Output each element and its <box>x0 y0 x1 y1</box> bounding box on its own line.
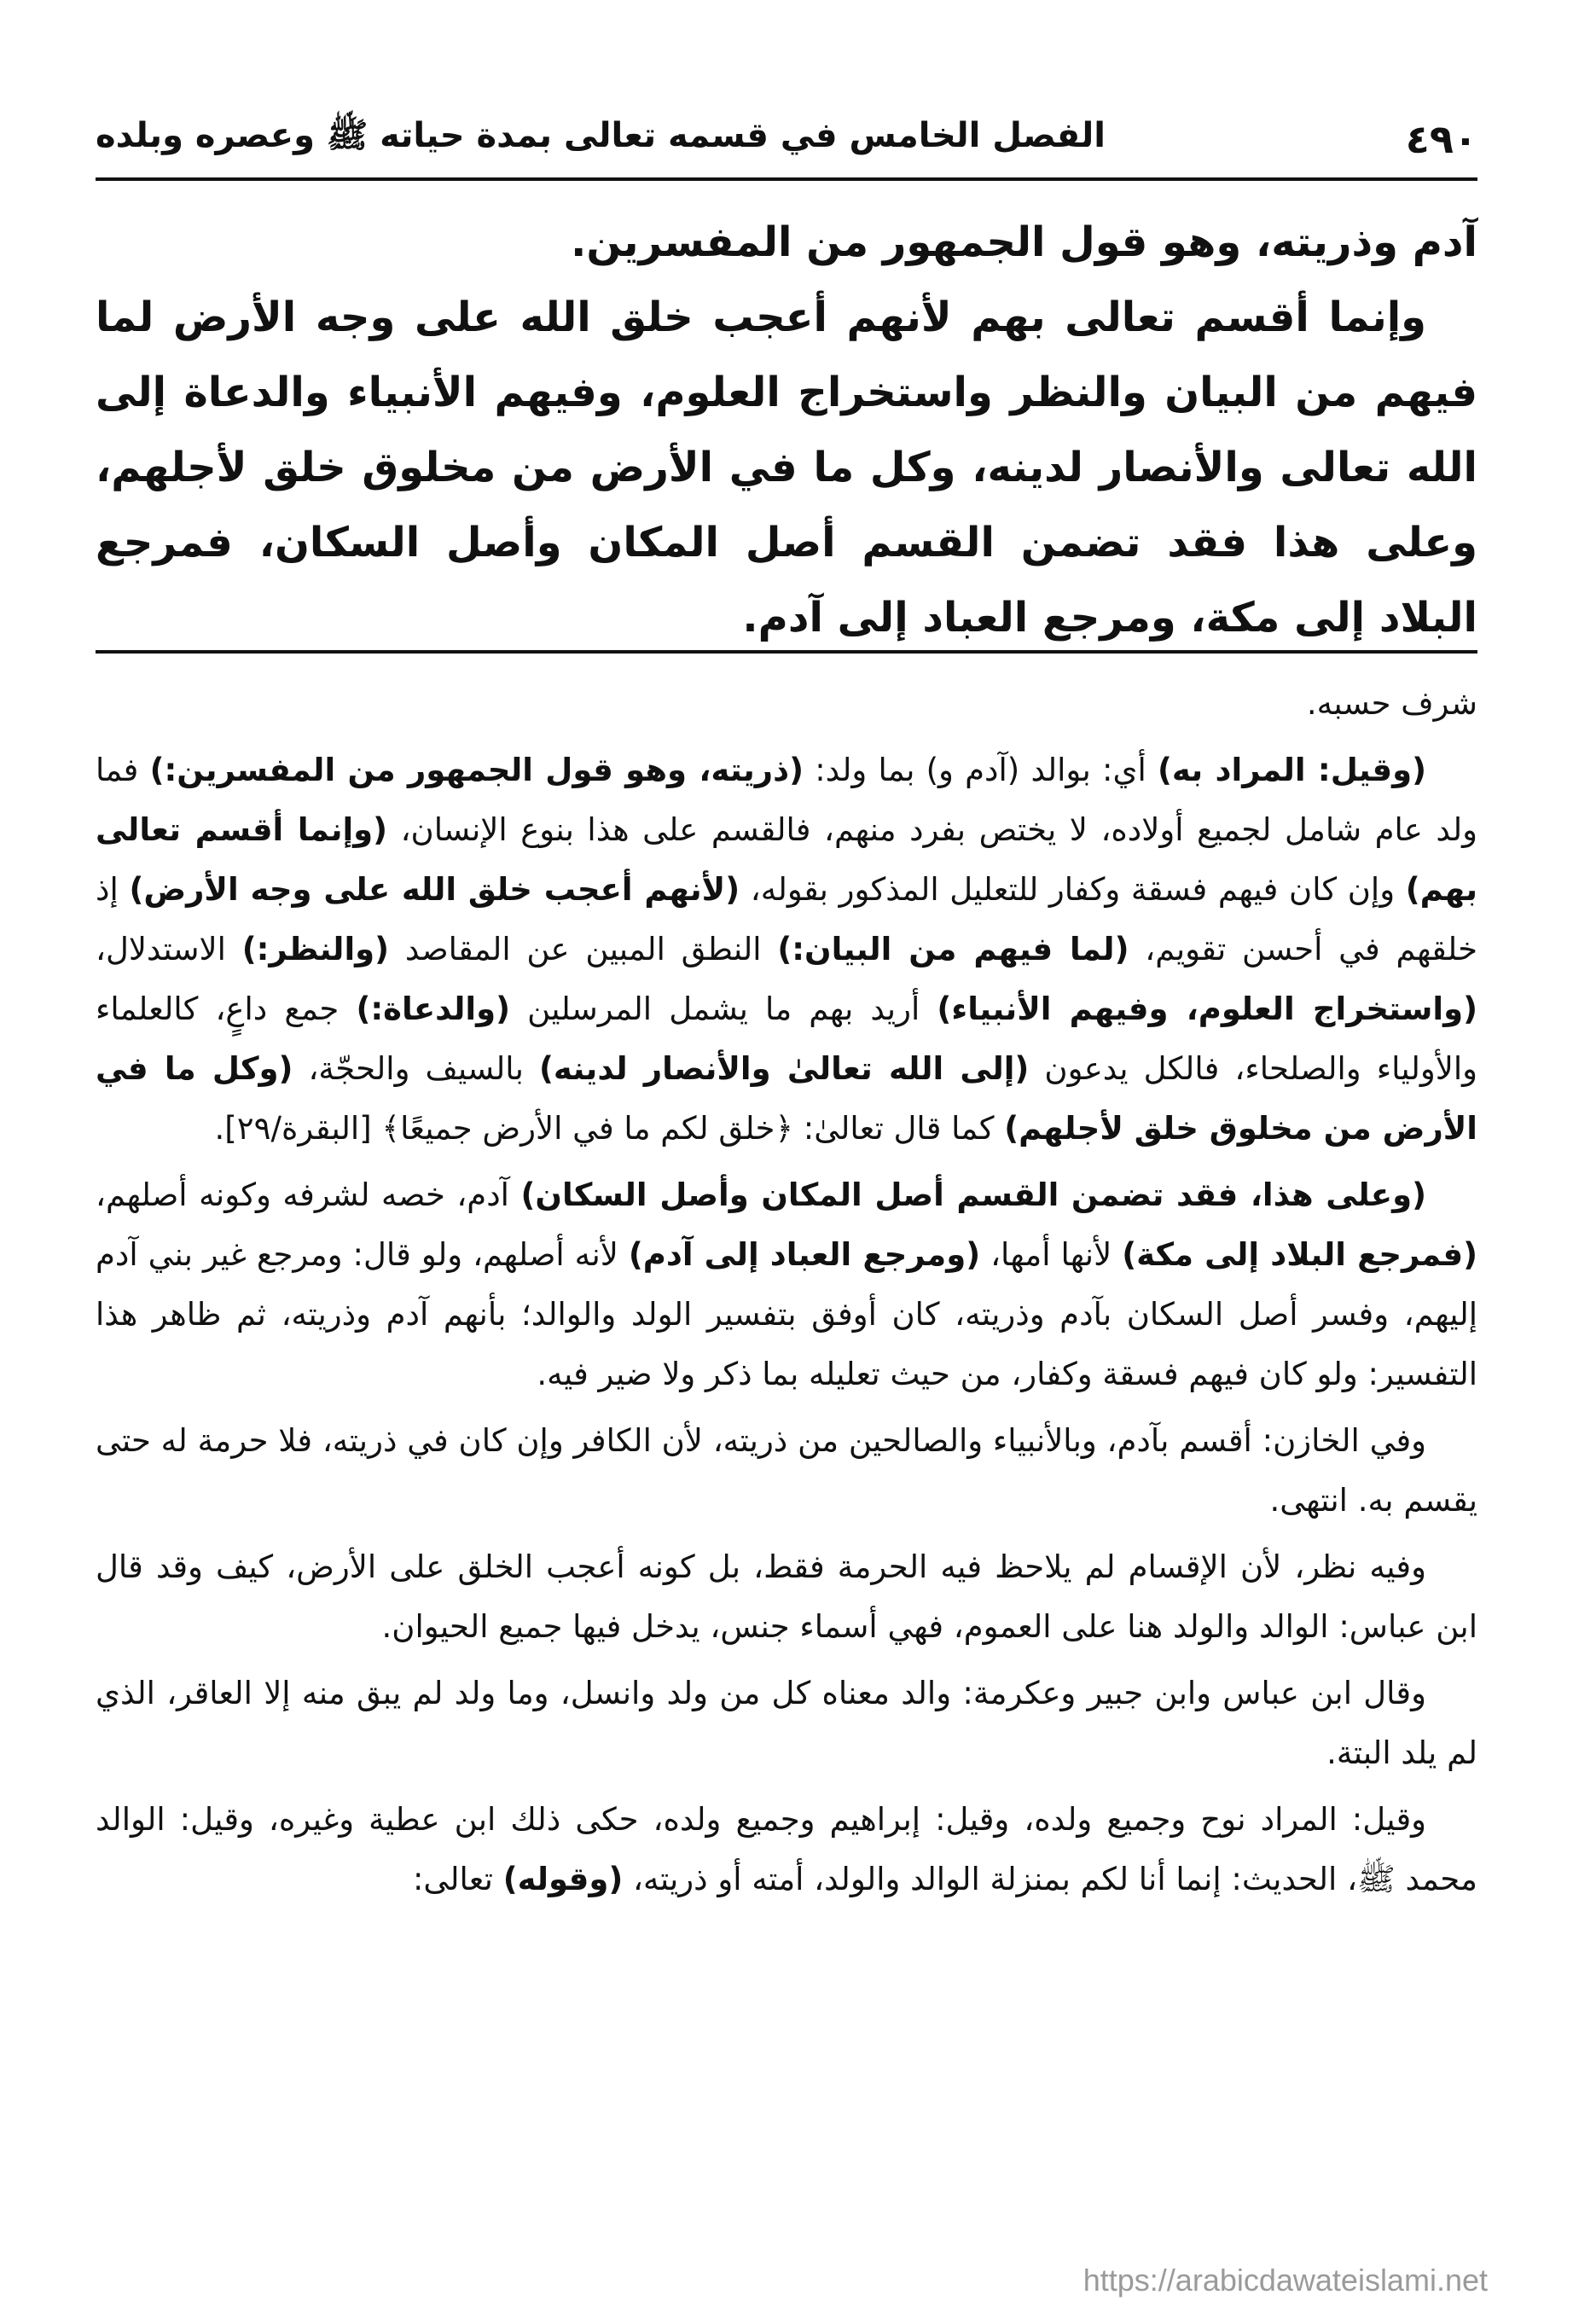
commentary-p1-segment: (وإنما أقسم تعالى بهم) <box>96 811 1477 908</box>
commentary-paragraph-2 <box>96 1165 1477 1404</box>
page-number: ٤٩٠ <box>1405 116 1477 162</box>
commentary-p1-segment: فما ولد عام شامل لجميع أولاده، لا يختص بفرد منهم، فالقسم على هذا بنوع الإنسان، <box>96 752 1477 848</box>
commentary-p2-segment: (ومرجع العباد إلى آدم) <box>628 1236 981 1273</box>
commentary-p1-segment: (لأنهم أعجب خلق الله على وجه الأرض) <box>129 871 740 908</box>
commentary-p6-bold: (وقوله) <box>502 1861 624 1897</box>
commentary-p1-segment: (آدم و) <box>926 752 1020 788</box>
text-commentary-divider <box>96 650 1477 654</box>
commentary-p1-segment: إذ خلقهم في أحسن تقويم، <box>96 871 1477 967</box>
main-paragraph-2: وإنما أقسم تعالى بهم لأنهم أعجب خلق الله على وجه الأرض لما فيهم من البيان والنظر واستخراج العلوم، وفيهم الأنبياء والدعاة إلى الله تعالى والأنصار لدينه، وكل ما في الأرض من مخلوق خلق لأجلهم، وعلى هذا فقد تضمن القسم أصل المكان وأصل السكان، فمرجع البلاد إلى مكة، ومرجع العباد إلى آدم. <box>96 293 1477 642</box>
commentary-p1-segment: (إلى الله تعالىٰ والأنصار لدينه) <box>538 1050 1030 1087</box>
commentary-p1-segment: (ذريته، وهو قول الجمهور من المفسرين:) <box>149 752 804 788</box>
commentary-p6-text: وقيل: المراد نوح وجميع ولده، وقيل: إبراهيم وجميع ولده، حكى ذلك ابن عطية وغيره، وقيل: الوالد محمد ﷺ، الحديث: إنما أنا لكم بمنزلة الوالد والولد، أمته أو ذريته، <box>96 1801 1477 1897</box>
commentary-p1-segment: (وكل ما في الأرض من مخلوق خلق لأجلهم) <box>96 1050 1477 1147</box>
commentary-p1-segment: (وقيل: المراد به) <box>1157 752 1426 788</box>
commentary-paragraph-5: وقال ابن عباس وابن جبير وعكرمة: والد معناه كل من ولد وانسل، وما ولد لم يبق منه إلا العاقر، الذي لم يلد البتة. <box>96 1675 1477 1771</box>
watermark-url: https://arabicdawateislami.net <box>1083 2263 1488 2298</box>
commentary-paragraph-0: شرف حسبه. <box>1306 685 1477 722</box>
commentary-p2-segment: آدم، خصه لشرفه وكونه أصلهم، <box>96 1177 521 1213</box>
header-divider <box>96 177 1477 181</box>
commentary-paragraph-3: وفي الخازن: أقسم بآدم، وبالأنبياء والصالحين من ذريته، لأن الكافر وإن كان في ذريته، فلا حرمة له حتى يقسم به. انتهى. <box>96 1422 1477 1519</box>
commentary-p1-segment: بالسيف والحجّة، <box>293 1050 539 1087</box>
running-title: الفصل الخامس في قسمه تعالى بمدة حياته ﷺ وعصره وبلده <box>96 116 1106 155</box>
commentary-p2-segment: (فمرجع البلاد إلى مكة) <box>1122 1236 1477 1273</box>
commentary-p1-segment: أي: بوالد <box>1019 752 1158 788</box>
commentary-p1-segment: (واستخراج العلوم، وفيهم الأنبياء) <box>937 991 1477 1027</box>
page-header <box>96 109 1477 169</box>
commentary-paragraph-4: وفيه نظر، لأن الإقسام لم يلاحظ فيه الحرمة فقط، بل كونه أعجب الخلق على الأرض، كيف وقد قال ابن عباس: الوالد والولد هنا على العموم، فهي أسماء جنس، يدخل فيها جميع الحيوان. <box>96 1548 1477 1645</box>
commentary-p1-segment: بما ولد: <box>804 752 926 788</box>
commentary-paragraph-1 <box>96 741 1477 1159</box>
commentary <box>96 674 1477 1916</box>
commentary-p1-segment: (والدعاة:) <box>356 991 511 1027</box>
commentary-p1-segment: (والنظر:) <box>241 931 390 967</box>
main-text <box>96 205 1477 655</box>
commentary-p2-segment: لأنه أصلهم، ولو قال: ومرجع غير بني آدم إليهم، وفسر أصل السكان بآدم وذريته، كان أوفق بتفسير الولد والوالد؛ بأنهم آدم وذريته، ثم ظاهر هذا التفسير: ولو كان فيهم فسقة وكفار، من حيث تعليله بما ذكر ولا ضير فيه. <box>96 1236 1477 1392</box>
commentary-p2-segment: (وعلى هذا، فقد تضمن القسم أصل المكان وأصل السكان) <box>520 1177 1426 1213</box>
commentary-p2-segment: لأنها أمها، <box>980 1236 1123 1273</box>
commentary-p1-segment: أريد بهم ما يشمل المرسلين <box>510 991 937 1027</box>
commentary-p1-segment: النطق المبين عن المقاصد <box>389 931 778 967</box>
commentary-p1-segment: الاستدلال، <box>96 931 242 967</box>
commentary-p1-segment: كما قال تعالىٰ: ﴿خلق لكم ما في الأرض جميعًا﴾ [البقرة/٢٩]. <box>214 1110 1005 1147</box>
commentary-p1-segment: جمع داعٍ، كالعلماء والأولياء والصلحاء، فالكل يدعون <box>96 991 1477 1087</box>
commentary-p1-segment: وإن كان فيهم فسقة وكفار للتعليل المذكور بقوله، <box>740 871 1406 908</box>
commentary-paragraph-6 <box>96 1790 1477 1909</box>
commentary-p1-segment: (لما فيهم من البيان:) <box>777 931 1129 967</box>
commentary-p6-tail: تعالى: <box>412 1861 503 1897</box>
main-paragraph-1: آدم وذريته، وهو قول الجمهور من المفسرين. <box>571 218 1477 266</box>
